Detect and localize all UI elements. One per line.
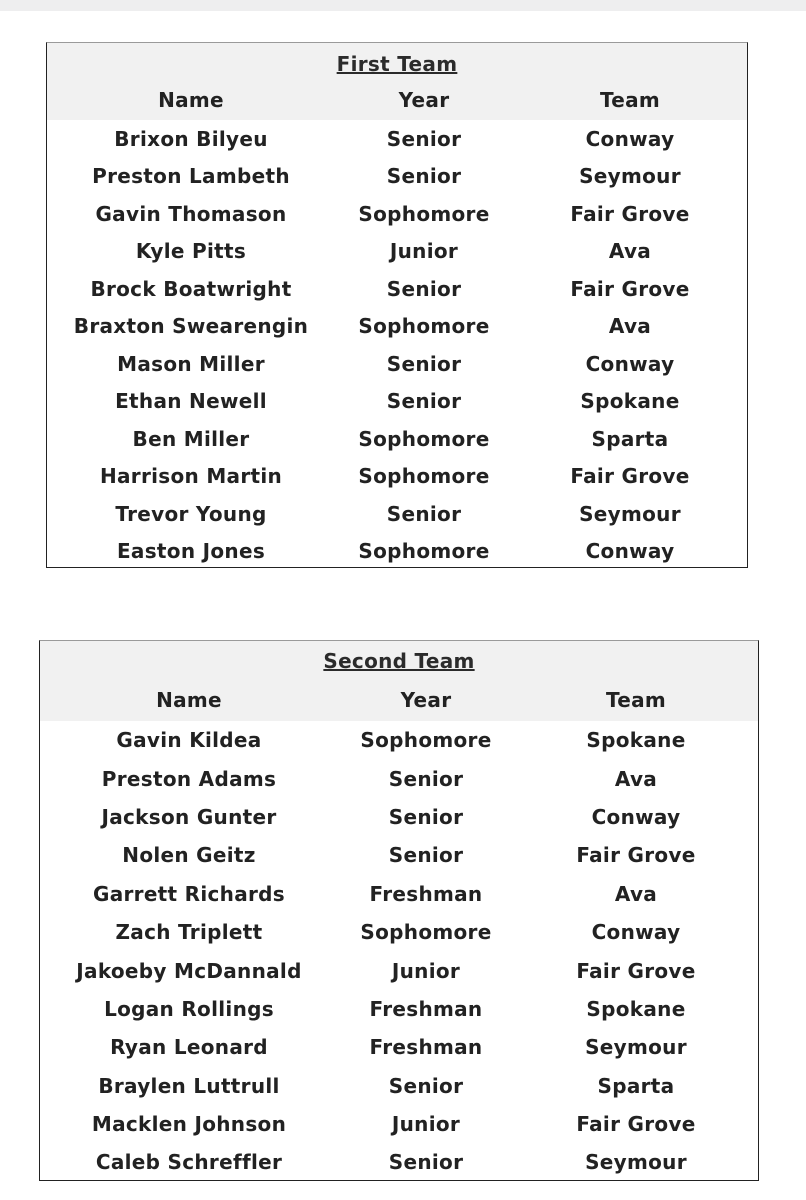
player-team: Spokane: [586, 996, 686, 1021]
first-team-column-headers: [47, 80, 747, 120]
second-team-rows: [40, 721, 758, 1182]
first-team-table: [46, 42, 748, 568]
table-row: [40, 875, 758, 913]
player-year: Senior: [386, 164, 462, 189]
player-team: Seymour: [579, 501, 681, 526]
player-team: Fair Grove: [576, 958, 696, 983]
player-year: Senior: [386, 389, 462, 414]
player-team: Sparta: [597, 1073, 675, 1098]
player-name: Macklen Johnson: [91, 1112, 287, 1137]
player-name: Braylen Luttrull: [98, 1073, 280, 1098]
player-name: Ryan Leonard: [110, 1035, 268, 1060]
player-name: Gavin Kildea: [116, 728, 262, 753]
player-name: Ben Miller: [132, 426, 250, 451]
table-row: [47, 420, 747, 458]
player-name: Garrett Richards: [92, 881, 286, 906]
table-row: [47, 533, 747, 571]
table-row: [40, 759, 758, 797]
table-row: [40, 1028, 758, 1066]
player-team: Seymour: [585, 1035, 687, 1060]
player-year: Sophomore: [358, 539, 490, 564]
player-year: Sophomore: [358, 314, 490, 339]
player-team: Spokane: [580, 389, 680, 414]
table-row: [40, 1143, 758, 1181]
table-row: [47, 195, 747, 233]
player-team: Ava: [614, 881, 658, 906]
player-team: Conway: [591, 920, 681, 945]
column-header-name: Name: [156, 688, 222, 712]
player-name: Nolen Geitz: [122, 843, 256, 868]
player-team: Ava: [608, 239, 652, 264]
table-row: [47, 233, 747, 271]
player-year: Sophomore: [358, 426, 490, 451]
table-row: [47, 458, 747, 496]
top-strip: [0, 0, 806, 11]
player-team: Ava: [608, 314, 652, 339]
player-name: Preston Adams: [101, 766, 277, 791]
player-name: Zach Triplett: [115, 920, 263, 945]
player-year: Junior: [389, 239, 459, 264]
table-row: [47, 308, 747, 346]
player-name: Gavin Thomason: [95, 201, 287, 226]
player-year: Freshman: [369, 996, 483, 1021]
first-team-title: First Team: [336, 52, 458, 76]
player-name: Trevor Young: [115, 501, 267, 526]
table-row: [40, 721, 758, 759]
player-team: Fair Grove: [570, 464, 690, 489]
player-name: Brock Boatwright: [90, 276, 292, 301]
player-year: Senior: [386, 276, 462, 301]
first-team-rows: [47, 120, 747, 570]
table-row: [47, 270, 747, 308]
column-header-year: Year: [400, 688, 452, 712]
table-row: [40, 798, 758, 836]
player-team: Seymour: [585, 1150, 687, 1175]
second-team-table: [39, 640, 759, 1181]
player-year: Senior: [386, 501, 462, 526]
player-name: Jackson Gunter: [101, 804, 277, 829]
player-name: Mason Miller: [117, 351, 265, 376]
player-team: Fair Grove: [576, 843, 696, 868]
player-team: Fair Grove: [570, 276, 690, 301]
player-year: Junior: [391, 958, 461, 983]
table-row: [40, 836, 758, 874]
player-year: Senior: [386, 351, 462, 376]
player-year: Senior: [386, 126, 462, 151]
player-year: Sophomore: [360, 728, 492, 753]
player-year: Sophomore: [358, 201, 490, 226]
player-year: Senior: [388, 843, 464, 868]
player-name: Easton Jones: [116, 539, 266, 564]
first-team-header-band: [47, 43, 747, 120]
player-name: Braxton Swearengin: [73, 314, 309, 339]
player-year: Freshman: [369, 1035, 483, 1060]
table-row: [47, 158, 747, 196]
table-row: [40, 913, 758, 951]
player-team: Fair Grove: [576, 1112, 696, 1137]
player-year: Sophomore: [358, 464, 490, 489]
player-team: Spokane: [586, 728, 686, 753]
player-year: Senior: [388, 804, 464, 829]
player-year: Sophomore: [360, 920, 492, 945]
table-row: [40, 951, 758, 989]
player-year: Senior: [388, 1150, 464, 1175]
table-row: [40, 990, 758, 1028]
player-name: Kyle Pitts: [135, 239, 247, 264]
player-name: Caleb Schreffler: [95, 1150, 283, 1175]
table-row: [40, 1067, 758, 1105]
player-name: Ethan Newell: [115, 389, 267, 414]
player-name: Logan Rollings: [104, 996, 274, 1021]
player-team: Ava: [614, 766, 658, 791]
column-header-name: Name: [158, 88, 224, 112]
player-team: Conway: [585, 539, 675, 564]
player-team: Conway: [591, 804, 681, 829]
player-year: Senior: [388, 766, 464, 791]
table-row: [47, 495, 747, 533]
player-name: Preston Lambeth: [92, 164, 290, 189]
player-year: Senior: [388, 1073, 464, 1098]
table-row: [47, 345, 747, 383]
player-name: Jakoeby McDannald: [76, 958, 302, 983]
table-row: [40, 1105, 758, 1143]
column-header-year: Year: [398, 88, 450, 112]
player-team: Conway: [585, 126, 675, 151]
table-row: [47, 383, 747, 421]
second-team-header-band: [40, 641, 758, 721]
player-name: Harrison Martin: [99, 464, 283, 489]
player-year: Freshman: [369, 881, 483, 906]
player-team: Sparta: [591, 426, 669, 451]
player-year: Junior: [391, 1112, 461, 1137]
table-row: [47, 120, 747, 158]
column-header-team: Team: [599, 88, 661, 112]
player-team: Conway: [585, 351, 675, 376]
second-team-title: Second Team: [323, 649, 475, 673]
player-name: Brixon Bilyeu: [114, 126, 268, 151]
column-header-team: Team: [605, 688, 667, 712]
second-team-column-headers: [40, 679, 758, 721]
player-team: Fair Grove: [570, 201, 690, 226]
player-team: Seymour: [579, 164, 681, 189]
